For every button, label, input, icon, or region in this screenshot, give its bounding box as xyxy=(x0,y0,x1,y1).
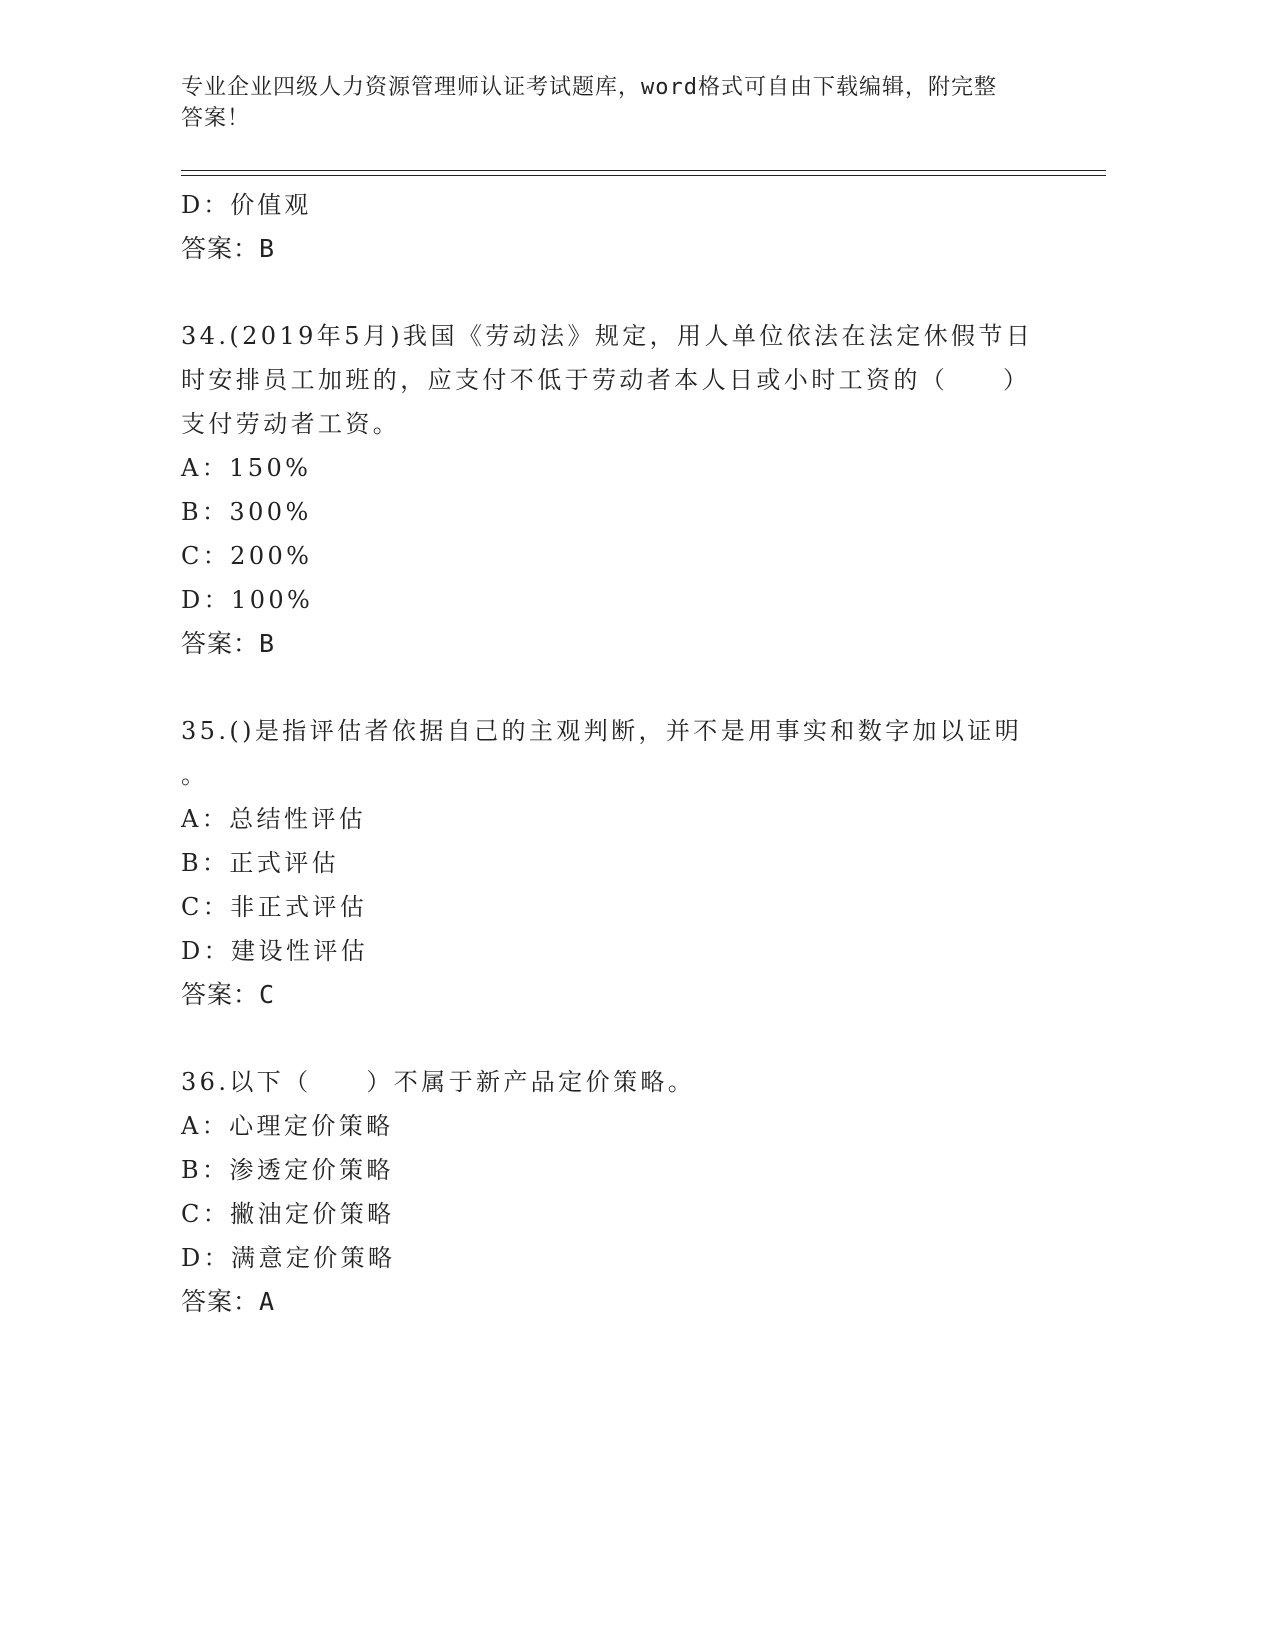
option-b: B：渗透定价策略 xyxy=(181,1156,394,1184)
question-35 xyxy=(181,709,1041,1017)
option-b: B：300% xyxy=(181,498,312,526)
question-text-line: 时安排员工加班的，应支付不低于劳动者本人日或小时工资的（ ） xyxy=(181,366,1031,394)
document-header xyxy=(181,72,1041,134)
option-b: B：正式评估 xyxy=(181,849,340,877)
question-text-line: 34.(2019年5月)我国《劳动法》规定，用人单位依法在法定休假节日 xyxy=(181,322,1034,350)
option-a: A：总结性评估 xyxy=(181,805,367,833)
option-a: A：心理定价策略 xyxy=(181,1112,394,1140)
option-d: D：价值观 xyxy=(181,191,312,219)
header-divider-bottom xyxy=(181,175,1106,176)
answer-line: 答案：A xyxy=(181,1287,276,1316)
question-text-line: 35.()是指评估者依据自己的主观判断，并不是用事实和数字加以证明 xyxy=(181,717,1023,745)
question-list xyxy=(181,183,1041,1324)
option-d: D：满意定价策略 xyxy=(181,1244,396,1272)
header-line-1: 专业企业四级人力资源管理师认证考试题库，word格式可自由下载编辑，附完整 xyxy=(181,75,997,100)
option-d: D：100% xyxy=(181,586,314,614)
answer-line: 答案：B xyxy=(181,629,276,658)
spacer xyxy=(181,666,1041,709)
option-d: D：建设性评估 xyxy=(181,937,369,965)
question-33-tail xyxy=(181,183,1041,271)
question-34 xyxy=(181,314,1041,666)
header-divider-top xyxy=(181,170,1106,171)
option-c: C：非正式评估 xyxy=(181,893,368,921)
question-text-line: 36.以下（ ）不属于新产品定价策略。 xyxy=(181,1068,696,1096)
answer-line: 答案：C xyxy=(181,980,276,1009)
option-c: C：200% xyxy=(181,542,313,570)
question-text-line: 。 xyxy=(181,761,209,789)
question-text-line: 支付劳动者工资。 xyxy=(181,410,401,438)
spacer xyxy=(181,1017,1041,1060)
question-36 xyxy=(181,1060,1041,1324)
option-c: C：撇油定价策略 xyxy=(181,1200,395,1228)
answer-line: 答案：B xyxy=(181,234,276,263)
spacer xyxy=(181,271,1041,314)
header-line-2: 答案！ xyxy=(181,106,251,131)
option-a: A：150% xyxy=(181,454,312,482)
